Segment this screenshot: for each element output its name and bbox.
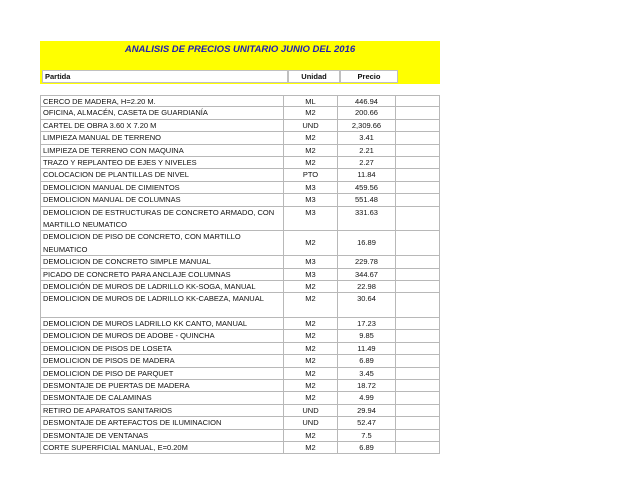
row-description: DESMONTAJE DE VENTANAS	[40, 430, 284, 442]
row-empty-cell	[396, 380, 440, 392]
row-unit: M2	[284, 132, 338, 144]
row-description: DESMONTAJE DE ARTEFACTOS DE ILUMINACION	[40, 417, 284, 429]
row-description: LIMPIEZA DE TERRENO CON MAQUINA	[40, 145, 284, 157]
row-description: DEMOLICION DE MUROS DE LADRILLO KK-CABEZA, MANUAL	[40, 293, 284, 318]
row-description: DEMOLICION DE PISO DE CONCRETO, CON MARTILLO NEUMATICO	[40, 231, 284, 256]
row-empty-cell	[396, 157, 440, 169]
row-empty-cell	[396, 95, 440, 107]
row-price: 7.5	[338, 430, 396, 442]
row-empty-cell	[396, 182, 440, 194]
row-price: 200.66	[338, 107, 396, 119]
table-row	[40, 330, 440, 342]
table-row	[40, 157, 440, 169]
table-row	[40, 145, 440, 157]
row-price: 551.48	[338, 194, 396, 206]
row-description: CARTEL DE OBRA 3.60 X 7.20 M	[40, 120, 284, 132]
table-row	[40, 169, 440, 181]
row-price: 2.21	[338, 145, 396, 157]
row-unit: M3	[284, 207, 338, 232]
row-empty-cell	[396, 169, 440, 181]
column-header-unidad: Unidad	[288, 70, 340, 83]
row-price: 52.47	[338, 417, 396, 429]
row-description: LIMPIEZA MANUAL DE TERRENO	[40, 132, 284, 144]
row-unit: UND	[284, 417, 338, 429]
row-empty-cell	[396, 417, 440, 429]
row-unit: M2	[284, 343, 338, 355]
page-title: ANALISIS DE PRECIOS UNITARIO JUNIO DEL 2016	[124, 44, 356, 55]
row-empty-cell	[396, 405, 440, 417]
row-description: DEMOLICION DE MUROS LADRILLO KK CANTO, MANUAL	[40, 318, 284, 330]
row-empty-cell	[396, 330, 440, 342]
row-unit: M2	[284, 145, 338, 157]
row-unit: M3	[284, 256, 338, 268]
row-empty-cell	[396, 132, 440, 144]
row-unit: M2	[284, 281, 338, 293]
row-unit: M2	[284, 442, 338, 454]
row-unit: PTO	[284, 169, 338, 181]
table-row	[40, 132, 440, 144]
row-description: COLOCACION DE PLANTILLAS DE NIVEL	[40, 169, 284, 181]
row-price: 459.56	[338, 182, 396, 194]
row-unit: M2	[284, 330, 338, 342]
row-empty-cell	[396, 430, 440, 442]
row-empty-cell	[396, 194, 440, 206]
row-empty-cell	[396, 107, 440, 119]
row-unit: M2	[284, 107, 338, 119]
row-price: 4.99	[338, 392, 396, 404]
row-price: 229.78	[338, 256, 396, 268]
row-unit: M3	[284, 182, 338, 194]
row-description: RETIRO DE APARATOS SANITARIOS	[40, 405, 284, 417]
row-unit: UND	[284, 405, 338, 417]
table-row	[40, 355, 440, 367]
table-row	[40, 269, 440, 281]
row-empty-cell	[396, 368, 440, 380]
row-unit: M2	[284, 380, 338, 392]
row-unit: ML	[284, 95, 338, 107]
row-unit: M2	[284, 318, 338, 330]
row-price: 16.89	[338, 231, 396, 256]
row-empty-cell	[396, 318, 440, 330]
row-empty-cell	[396, 269, 440, 281]
row-price: 22.98	[338, 281, 396, 293]
row-unit: M2	[284, 368, 338, 380]
row-price: 3.45	[338, 368, 396, 380]
table-row	[40, 231, 440, 256]
row-price: 11.49	[338, 343, 396, 355]
row-empty-cell	[396, 231, 440, 256]
row-price: 6.89	[338, 442, 396, 454]
row-price: 6.89	[338, 355, 396, 367]
row-empty-cell	[396, 207, 440, 232]
row-price: 11.84	[338, 169, 396, 181]
row-empty-cell	[396, 343, 440, 355]
row-unit: M2	[284, 157, 338, 169]
row-description: DEMOLICION DE PISOS DE MADERA	[40, 355, 284, 367]
table-row	[40, 417, 440, 429]
table-row	[40, 207, 440, 232]
row-price: 17.23	[338, 318, 396, 330]
row-description: DEMOLICION DE MUROS DE ADOBE - QUINCHA	[40, 330, 284, 342]
row-description: DEMOLICIÓN DE MUROS DE LADRILLO KK-SOGA, MANUAL	[40, 281, 284, 293]
table-row	[40, 95, 440, 107]
row-empty-cell	[396, 355, 440, 367]
row-description: TRAZO Y REPLANTEO DE EJES Y NIVELES	[40, 157, 284, 169]
row-empty-cell	[396, 256, 440, 268]
table-row	[40, 182, 440, 194]
row-unit: M2	[284, 355, 338, 367]
row-description: OFICINA, ALMACÉN, CASETA DE GUARDIANÍA	[40, 107, 284, 119]
row-description: CORTE SUPERFICIAL MANUAL, E=0.20M	[40, 442, 284, 454]
row-empty-cell	[396, 293, 440, 318]
row-unit: M2	[284, 430, 338, 442]
table-row	[40, 343, 440, 355]
row-unit: M2	[284, 293, 338, 318]
row-unit: M2	[284, 231, 338, 256]
table-row	[40, 256, 440, 268]
row-description: PICADO DE CONCRETO PARA ANCLAJE COLUMNAS	[40, 269, 284, 281]
row-description: DESMONTAJE DE PUERTAS DE MADERA	[40, 380, 284, 392]
table-row	[40, 107, 440, 119]
row-price: 344.67	[338, 269, 396, 281]
row-price: 9.85	[338, 330, 396, 342]
row-price: 331.63	[338, 207, 396, 232]
row-price: 3.41	[338, 132, 396, 144]
row-description: DEMOLICION DE CONCRETO SIMPLE MANUAL	[40, 256, 284, 268]
row-description: DEMOLICION DE ESTRUCTURAS DE CONCRETO ARMADO, CON MARTILLO NEUMATICO	[40, 207, 284, 232]
table-row	[40, 318, 440, 330]
row-unit: UND	[284, 120, 338, 132]
table-row	[40, 392, 440, 404]
table-row	[40, 293, 440, 318]
table-row	[40, 194, 440, 206]
table-row	[40, 368, 440, 380]
row-unit: M3	[284, 269, 338, 281]
row-price: 30.64	[338, 293, 396, 318]
table-row	[40, 120, 440, 132]
row-description: DEMOLICION DE PISOS DE LOSETA	[40, 343, 284, 355]
table-row	[40, 380, 440, 392]
row-price: 446.94	[338, 95, 396, 107]
row-empty-cell	[396, 442, 440, 454]
row-description: DESMONTAJE DE CALAMINAS	[40, 392, 284, 404]
row-price: 29.94	[338, 405, 396, 417]
row-description: DEMOLICION DE PISO DE PARQUET	[40, 368, 284, 380]
table-row	[40, 405, 440, 417]
row-description: DEMOLICION MANUAL DE CIMIENTOS	[40, 182, 284, 194]
table-row	[40, 281, 440, 293]
row-price: 2,309.66	[338, 120, 396, 132]
row-empty-cell	[396, 392, 440, 404]
table-row	[40, 442, 440, 454]
row-price: 2.27	[338, 157, 396, 169]
price-table	[40, 95, 440, 454]
column-header-precio: Precio	[340, 70, 398, 83]
column-header-partida: Partida	[42, 70, 288, 83]
row-unit: M3	[284, 194, 338, 206]
row-unit: M2	[284, 392, 338, 404]
table-row	[40, 430, 440, 442]
row-empty-cell	[396, 120, 440, 132]
row-price: 18.72	[338, 380, 396, 392]
row-description: DEMOLICION MANUAL DE COLUMNAS	[40, 194, 284, 206]
row-empty-cell	[396, 145, 440, 157]
row-description: CERCO DE MADERA, H=2.20 M.	[40, 95, 284, 107]
row-empty-cell	[396, 281, 440, 293]
